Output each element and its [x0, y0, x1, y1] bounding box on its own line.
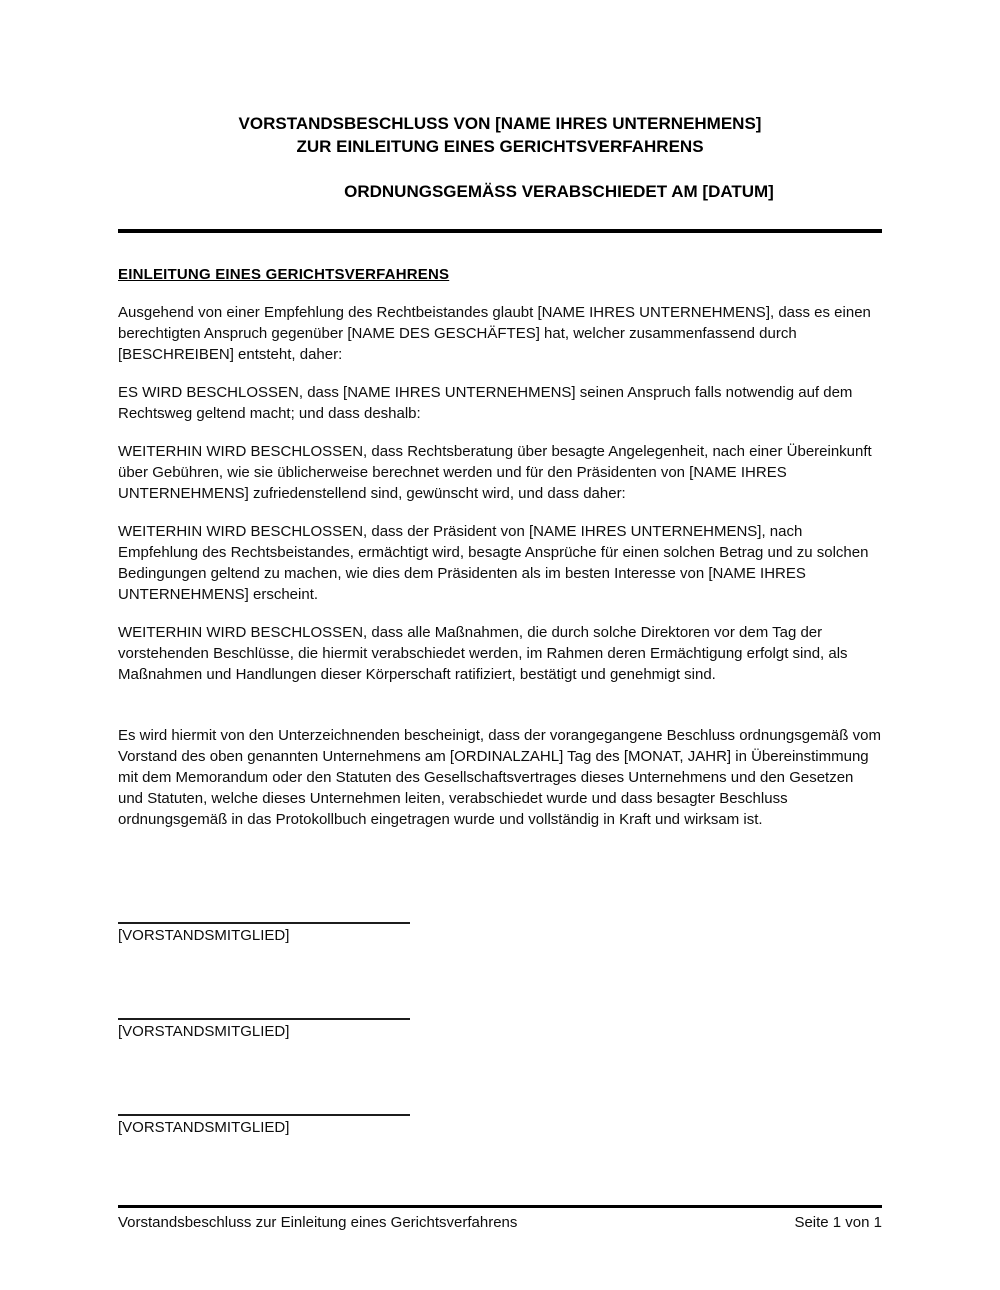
paragraph-resolution-1: ES WIRD BESCHLOSSEN, dass [NAME IHRES UNTERNEHMENS] seinen Anspruch falls notwendig auf dem Rechtsweg geltend macht; und dass deshalb: — [118, 384, 853, 422]
footer-page-number: Seite 1 von 1 — [794, 1214, 882, 1231]
paragraph-resolution-3: WEITERHIN WIRD BESCHLOSSEN, dass der Präsident von [NAME IHRES UNTERNEHMENS], nach Empfehlung des Rechtsbeistandes, ermächtigt wird, besagte Ansprüche für einen solchen Betrag und zu solchen Bedingungen geltend zu machen, wie dies dem Präsidenten als im besten Interesse von [NAME IHRES UNTERNEHMENS] erscheint. — [118, 523, 869, 603]
title-line-1: VORSTANDSBESCHLUSS VON [NAME IHRES UNTERNEHMENS] — [238, 114, 762, 133]
title-divider-rule — [118, 229, 882, 233]
paragraph-certification: Es wird hiermit von den Unterzeichnenden bescheinigt, dass der vorangegangene Beschluss ordnungsgemäß vom Vorstand des oben genannten Unternehmens am [ORDINALZAHL] Tag des [MONAT, JAHR] in Übereinstimmung mit dem Memorandum oder den Statuten des Gesellschaftsvertrages dieses Unternehmens und den Gesetzen und Statuten, welche dieses Unternehmen leiten, verabschiedet wurde und dass besagter Beschluss ordnungsgemäß in das Protokollbuch eingetragen wurde und vollständig in Kraft und wirksam ist. — [118, 727, 881, 828]
title-line-2: ZUR EINLEITUNG EINES GERICHTSVERFAHRENS — [296, 137, 704, 156]
signature-block-1 — [118, 922, 410, 946]
page-footer — [118, 1205, 882, 1233]
document-title-block — [118, 0, 882, 203]
paragraph-resolution-2: WEITERHIN WIRD BESCHLOSSEN, dass Rechtsberatung über besagte Angelegenheit, nach einer Übereinkunft über Gebühren, wie sie üblicherweise berechnet werden und für den Präsidenten von [NAME IHRES UNTERNEHMENS] zufriedenstellend sind, gewünscht wird, und dass daher: — [118, 443, 872, 502]
signature-label-1: [VORSTANDSMITGLIED] — [118, 927, 290, 944]
signature-block-3 — [118, 1114, 410, 1138]
paragraph-recital: Ausgehend von einer Empfehlung des Rechtbeistandes glaubt [NAME IHRES UNTERNEHMENS], dass es einen berechtigten Anspruch gegenüber [NAME DES GESCHÄFTES] hat, welcher zusammenfassend durch [BESCHREIBEN] entsteht, daher: — [118, 304, 871, 363]
signature-label-2: [VORSTANDSMITGLIED] — [118, 1023, 290, 1040]
signature-block-2 — [118, 1018, 410, 1042]
signature-label-3: [VORSTANDSMITGLIED] — [118, 1119, 290, 1136]
footer-document-name: Vorstandsbeschluss zur Einleitung eines Gerichtsverfahrens — [118, 1214, 518, 1231]
signature-line-3 — [118, 1114, 410, 1116]
signature-line-1 — [118, 922, 410, 924]
section-heading: EINLEITUNG EINES GERICHTSVERFAHRENS — [118, 266, 450, 283]
signature-line-2 — [118, 1018, 410, 1020]
title-line-3: ORDNUNGSGEMÄSS VERABSCHIEDET AM [DATUM] — [344, 182, 774, 201]
paragraph-resolution-4: WEITERHIN WIRD BESCHLOSSEN, dass alle Maßnahmen, die durch solche Direktoren vor dem Tag der vorstehenden Beschlüsse, die hiermit verabschiedet werden, im Rahmen deren Ermächtigung erfolgt sind, als Maßnahmen und Handlungen dieser Körperschaft ratifiziert, bestätigt und genehmigt sind. — [118, 624, 848, 683]
signature-section — [118, 922, 882, 1138]
